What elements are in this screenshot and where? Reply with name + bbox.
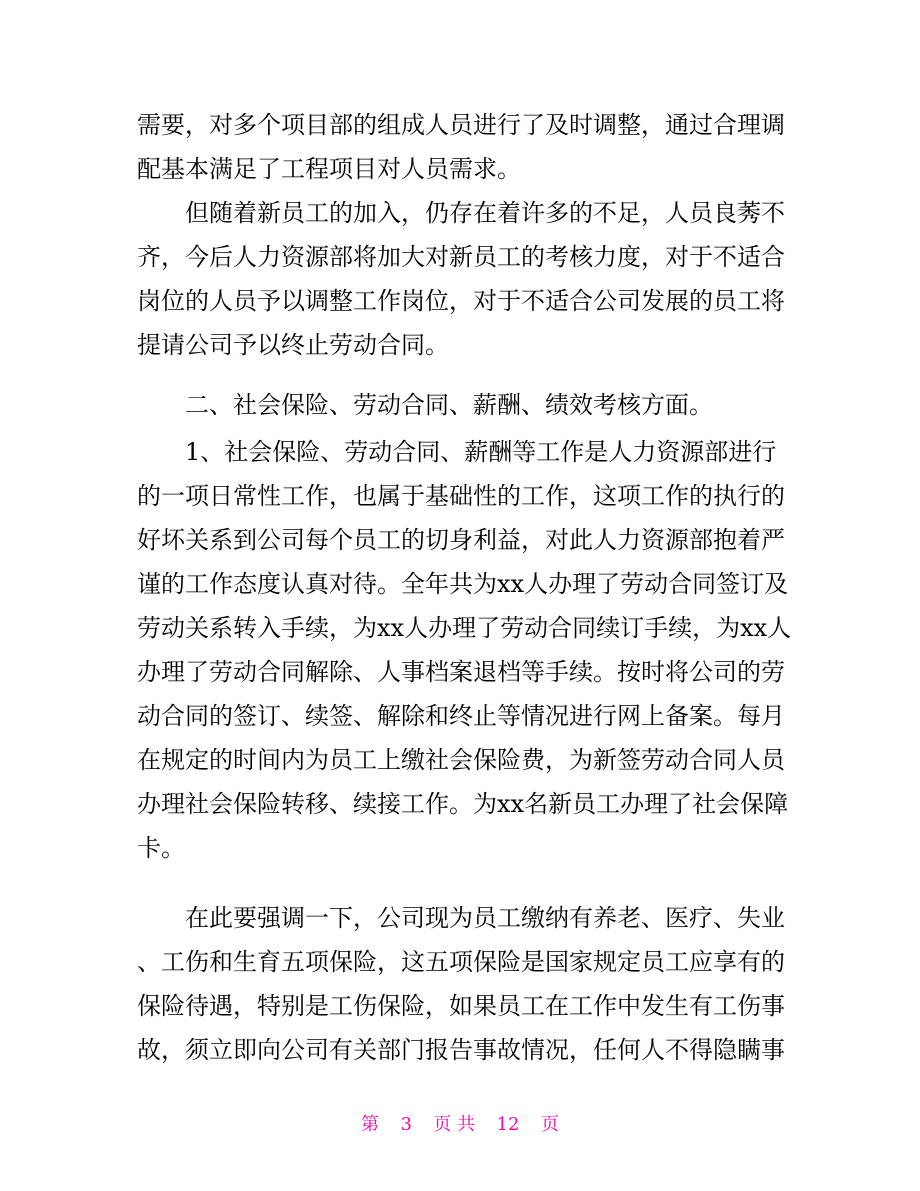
body-line: 但随着新员工的加入，仍存在着许多的不足，人员良莠不	[137, 199, 785, 227]
body-line: 好坏关系到公司每个员工的切身利益，对此人力资源部抱着严	[137, 526, 785, 554]
body-line: 谨的工作态度认真对待。全年共为xx人办理了劳动合同签订及	[137, 570, 789, 598]
body-line: 配基本满足了工程项目对人员需求。	[137, 155, 521, 183]
page-footer	[0, 1113, 920, 1137]
body-line: 齐，今后人力资源部将加大对新员工的考核力度，对于不适合	[137, 243, 785, 271]
body-line: 卡。	[137, 834, 185, 862]
body-line: 动合同的签订、续签、解除和终止等情况进行网上备案。每月	[137, 702, 785, 730]
body-line: 需要，对多个项目部的组成人员进行了及时调整，通过合理调	[137, 111, 785, 139]
body-line: 故，须立即向公司有关部门报告事故情况，任何人不得隐瞒事	[137, 1036, 785, 1064]
body-line: 在规定的时间内为员工上缴社会保险费，为新签劳动合同人员	[137, 746, 785, 774]
body-line: 提请公司予以终止劳动合同。	[137, 331, 449, 359]
page-label-suffix: 页	[540, 1114, 559, 1135]
body-line: 保险待遇，特别是工伤保险，如果员工在工作中发生有工伤事	[137, 992, 785, 1020]
current-page-number: 3	[400, 1114, 412, 1135]
body-line: 1、社会保险、劳动合同、薪酬等工作是人力资源部进行	[137, 438, 777, 466]
page-label-prefix: 第	[361, 1114, 380, 1135]
body-line: 、工伤和生育五项保险，这五项保险是国家规定员工应享有的	[137, 948, 785, 976]
body-line: 劳动关系转入手续，为xx人办理了劳动合同续订手续，为xx人	[137, 614, 792, 642]
body-line: 在此要强调一下，公司现为员工缴纳有养老、医疗、失业	[137, 904, 785, 932]
section-heading: 二、社会保险、劳动合同、薪酬、绩效考核方面。	[137, 391, 713, 419]
body-line: 办理社会保险转移、续接工作。为xx名新员工办理了社会保障	[137, 790, 789, 818]
body-line: 办理了劳动合同解除、人事档案退档等手续。按时将公司的劳	[137, 658, 785, 686]
body-line: 岗位的人员予以调整工作岗位，对于不适合公司发展的员工将	[137, 287, 785, 315]
total-pages-number: 12	[496, 1114, 520, 1135]
body-line: 的一项日常性工作，也属于基础性的工作，这项工作的执行的	[137, 482, 785, 510]
page-label-mid: 页 共	[433, 1114, 476, 1135]
